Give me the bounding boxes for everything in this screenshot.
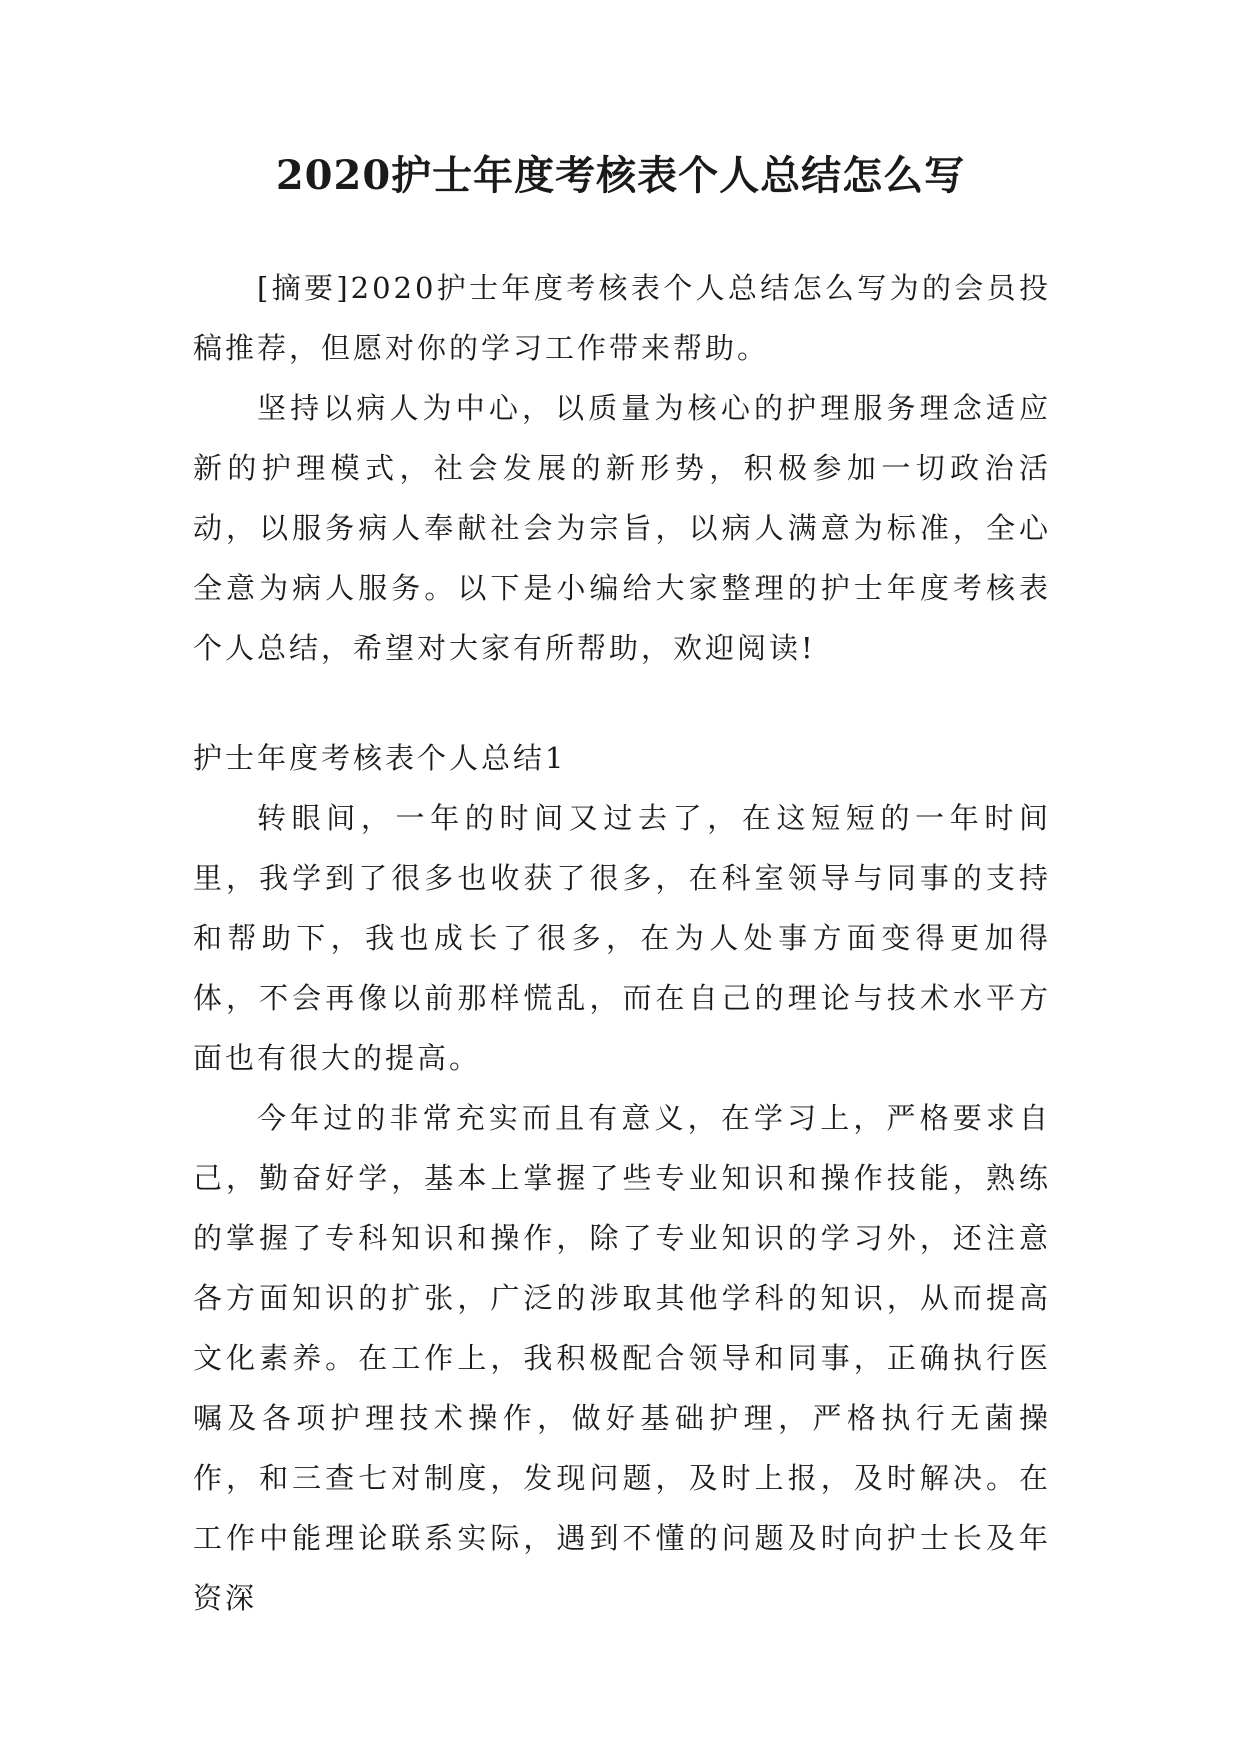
section-paragraph: 今年过的非常充实而且有意义，在学习上，严格要求自己，勤奋好学，基本上掌握了些专业知识和操作技能，熟练的掌握了专科知识和操作，除了专业知识的学习外，还注意各方面知识的扩张，广泛的涉取其他学科的知识，从而提高文化素养。在工作上，我积极配合领导和同事，正确执行医嘱及各项护理技术操作，做好基础护理，严格执行无菌操作，和三查七对制度，发现问题，及时上报，及时解决。在工作中能理论联系实际，遇到不懂的问题及时向护士长及年资深 [193, 1101, 1051, 1615]
abstract-paragraph: [摘要]2020护士年度考核表个人总结怎么写为的会员投稿推荐，但愿对你的学习工作带来帮助。 [193, 271, 1051, 365]
intro-paragraph: 坚持以病人为中心，以质量为核心的护理服务理念适应新的护理模式，社会发展的新形势，积极参加一切政治活动，以服务病人奉献社会为宗旨，以病人满意为标准，全心全意为病人服务。以下是小编给大家整理的护士年度考核表个人总结，希望对大家有所帮助，欢迎阅读! [193, 391, 1051, 665]
section-paragraph: 转眼间，一年的时间又过去了，在这短短的一年时间里，我学到了很多也收获了很多，在科室领导与同事的支持和帮助下，我也成长了很多，在为人处事方面变得更加得体，不会再像以前那样慌乱，而在自己的理论与技术水平方面也有很大的提高。 [193, 801, 1051, 1075]
document-title: 2020护士年度考核表个人总结怎么写 [275, 152, 966, 199]
document-body [193, 258, 1051, 1628]
section-gap [193, 678, 1051, 728]
section-heading: 护士年度考核表个人总结1 [193, 741, 567, 775]
